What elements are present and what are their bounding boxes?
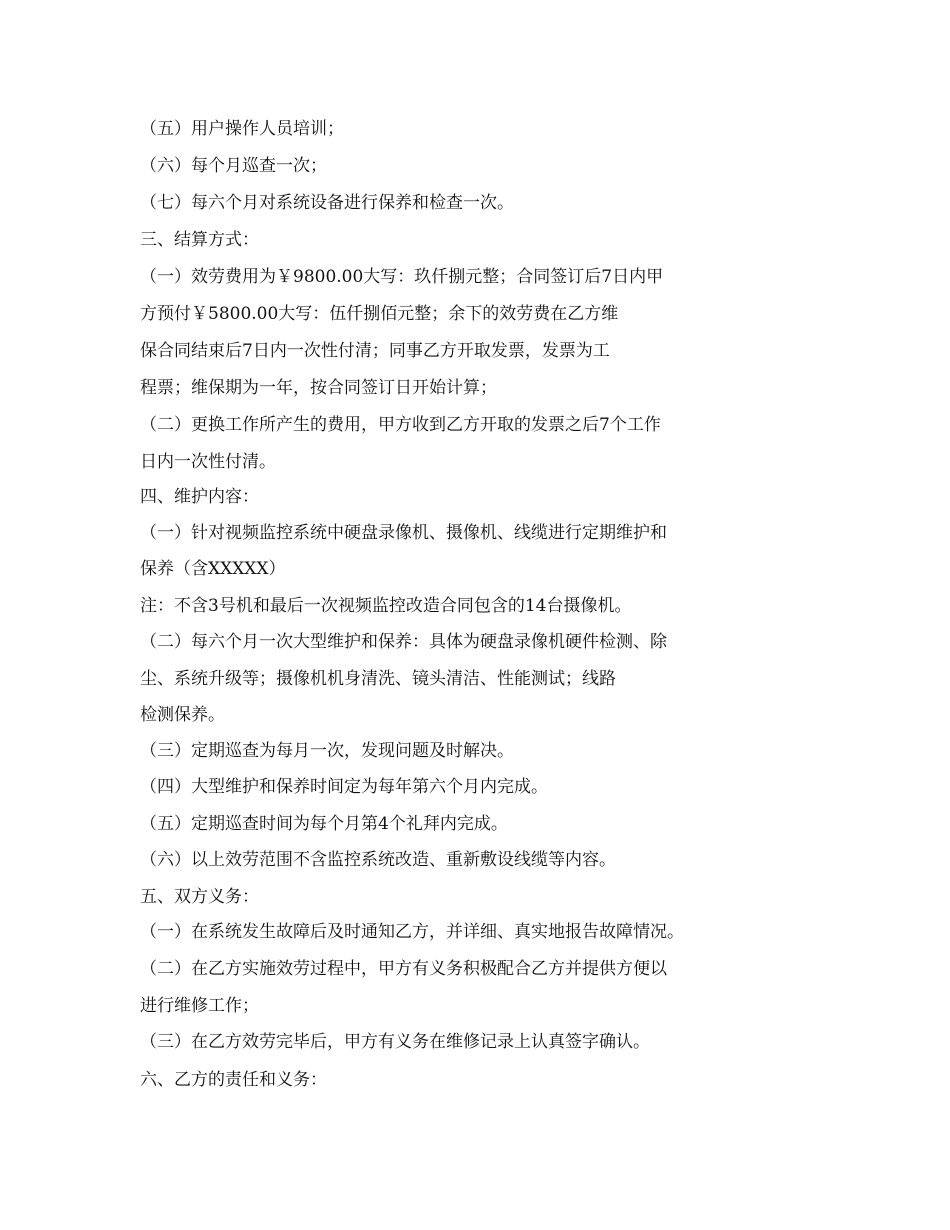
text-line: 保合同结束后7日内一次性付清；同事乙方开取发票，发票为工: [140, 341, 610, 361]
section-heading: 四、维护内容：: [140, 487, 259, 507]
text-line: （四）大型维护和保养时间定为每年第六个月内完成。: [140, 777, 548, 797]
text-line: 日内一次性付清。: [140, 452, 276, 472]
section-heading: 六、乙方的责任和义务：: [140, 1070, 327, 1090]
text-line: （五）用户操作人员培训；: [140, 119, 344, 139]
text-line: （七）每六个月对系统设备进行保养和检查一次。: [140, 193, 514, 213]
text-line: 注：不含3号机和最后一次视频监控改造合同包含的14台摄像机。: [140, 596, 632, 616]
text-line: （二）更换工作所产生的费用，甲方收到乙方开取的发票之后7个工作: [140, 415, 661, 435]
text-line: （三）在乙方效劳完毕后，甲方有义务在维修记录上认真签字确认。: [140, 1032, 650, 1052]
text-line: （六）每个月巡查一次；: [140, 156, 327, 176]
text-line: 检测保养。: [140, 705, 225, 725]
text-line: 程票；维保期为一年，按合同签订日开始计算；: [140, 378, 497, 398]
text-line: 进行维修工作；: [140, 996, 259, 1016]
text-line: （一）在系统发生故障后及时通知乙方，并详细、真实地报告故障情况。: [140, 922, 684, 942]
section-heading: 五、双方义务：: [140, 887, 259, 907]
text-line: （三）定期巡查为每月一次，发现问题及时解决。: [140, 741, 514, 761]
section-heading: 三、结算方式：: [140, 230, 259, 250]
text-line: 尘、系统升级等；摄像机机身清洗、镜头清洁、性能测试；线路: [140, 669, 616, 689]
text-line: （二）在乙方实施效劳过程中，甲方有义务积极配合乙方并提供方便以: [140, 959, 667, 979]
text-line: （五）定期巡查时间为每个月第4个礼拜内完成。: [140, 814, 508, 834]
text-line: （一）针对视频监控系统中硬盘录像机、摄像机、线缆进行定期维护和: [140, 523, 667, 543]
text-line: 保养（含XXXXX）: [140, 559, 286, 579]
text-line: （一）效劳费用为￥9800.00大写：玖仟捌元整；合同签订后7日内甲: [140, 267, 664, 287]
text-line: 方预付￥5800.00大写：伍仟捌佰元整；余下的效劳费在乙方维: [140, 304, 619, 324]
text-line: （六）以上效劳范围不含监控系统改造、重新敷设线缆等内容。: [140, 850, 616, 870]
text-line: （二）每六个月一次大型维护和保养：具体为硬盘录像机硬件检测、除: [140, 632, 667, 652]
